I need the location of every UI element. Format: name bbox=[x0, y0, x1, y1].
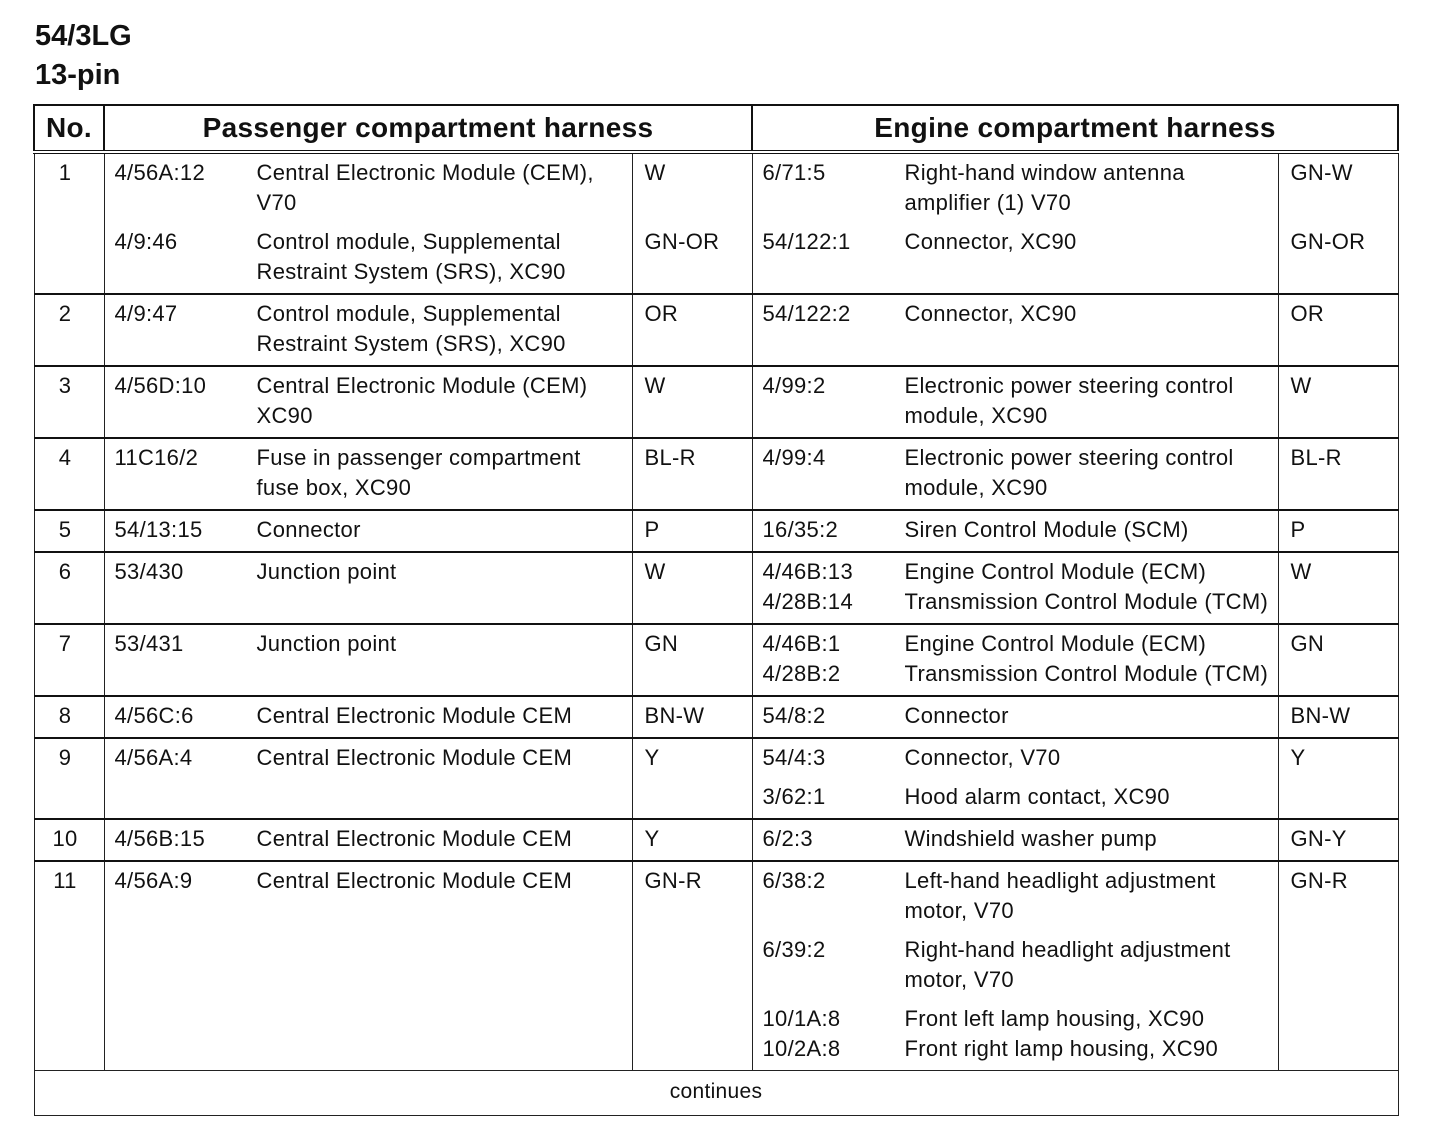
engine-entry bbox=[763, 1034, 1270, 1064]
wire-color-code: BN-W bbox=[1290, 703, 1351, 728]
engine-wire-color bbox=[1278, 861, 1398, 1071]
passenger-wire-color bbox=[632, 294, 752, 366]
component-code: 54/122:1 bbox=[762, 229, 851, 254]
table-row bbox=[34, 696, 1398, 738]
component-code: 53/431 bbox=[114, 631, 184, 656]
component-description: Right-hand headlight adjustment motor, V70 bbox=[904, 937, 1231, 992]
component-description: Front right lamp housing, XC90 bbox=[904, 1036, 1219, 1061]
component-code: 4/56A:4 bbox=[114, 745, 193, 770]
engine-entries bbox=[752, 438, 1278, 510]
engine-entries bbox=[752, 738, 1278, 819]
wire-color-code: Y bbox=[644, 745, 660, 770]
component-code: 4/28B:14 bbox=[762, 589, 853, 614]
engine-entries bbox=[752, 552, 1278, 624]
engine-entry bbox=[763, 587, 1270, 617]
component-code: 4/56D:10 bbox=[114, 373, 207, 398]
component-description: Junction point bbox=[256, 631, 397, 656]
passenger-entries bbox=[104, 738, 632, 819]
component-description: Transmission Control Module (TCM) bbox=[904, 589, 1269, 614]
engine-entry bbox=[763, 743, 1270, 773]
table-row bbox=[34, 738, 1398, 819]
passenger-entries bbox=[104, 819, 632, 861]
passenger-entry bbox=[115, 743, 624, 773]
wire-color-code: GN-Y bbox=[1290, 826, 1347, 851]
passenger-entries bbox=[104, 438, 632, 510]
component-code: 6/2:3 bbox=[762, 826, 813, 851]
table-row bbox=[34, 624, 1398, 696]
engine-entry bbox=[763, 629, 1270, 659]
wire-color-code: GN-R bbox=[1290, 868, 1348, 893]
component-description: Hood alarm contact, XC90 bbox=[904, 784, 1170, 809]
passenger-wire-color bbox=[632, 624, 752, 696]
pin-number: 9 bbox=[34, 738, 104, 819]
pin-number: 8 bbox=[34, 696, 104, 738]
component-code: 4/56B:15 bbox=[114, 826, 205, 851]
pinout-table bbox=[33, 104, 1399, 1116]
table-row bbox=[34, 861, 1398, 1071]
passenger-entry bbox=[115, 299, 624, 359]
component-code: 4/99:2 bbox=[762, 373, 826, 398]
engine-wire-color bbox=[1278, 696, 1398, 738]
wire-color-code: P bbox=[644, 517, 660, 542]
component-code: 4/56A:9 bbox=[114, 868, 193, 893]
wire-color-code: BL-R bbox=[644, 445, 696, 470]
passenger-entry bbox=[115, 443, 624, 503]
component-code: 4/46B:13 bbox=[762, 559, 853, 584]
component-code: 53/430 bbox=[114, 559, 184, 584]
component-description: Electronic power steering control module, XC90 bbox=[904, 445, 1234, 500]
passenger-entry bbox=[115, 227, 624, 287]
engine-wire-color bbox=[1278, 510, 1398, 552]
component-description: Central Electronic Module CEM bbox=[256, 826, 573, 851]
engine-entries bbox=[752, 819, 1278, 861]
component-description: Fuse in passenger compartment fuse box, XC90 bbox=[256, 445, 581, 500]
component-description: Connector, V70 bbox=[904, 745, 1061, 770]
component-description: Transmission Control Module (TCM) bbox=[904, 661, 1269, 686]
wire-color-code: GN bbox=[644, 631, 679, 656]
wire-color-code: P bbox=[1290, 517, 1306, 542]
table-row bbox=[34, 552, 1398, 624]
pin-number: 11 bbox=[34, 861, 104, 1071]
engine-wire-color bbox=[1278, 738, 1398, 819]
engine-entry bbox=[763, 515, 1270, 545]
passenger-entries bbox=[104, 294, 632, 366]
component-code: 6/38:2 bbox=[762, 868, 826, 893]
engine-entry bbox=[763, 1004, 1270, 1034]
wire-color-code: BN-W bbox=[644, 703, 705, 728]
engine-entries bbox=[752, 294, 1278, 366]
component-description: Engine Control Module (ECM) bbox=[904, 559, 1207, 584]
passenger-wire-color bbox=[632, 366, 752, 438]
passenger-wire-color bbox=[632, 552, 752, 624]
pin-number: 1 bbox=[34, 152, 104, 294]
engine-wire-color bbox=[1278, 366, 1398, 438]
component-code: 54/13:15 bbox=[114, 517, 203, 542]
wire-color-code: OR bbox=[644, 301, 679, 326]
component-description: Siren Control Module (SCM) bbox=[904, 517, 1189, 542]
engine-entries bbox=[752, 696, 1278, 738]
component-description: Central Electronic Module CEM bbox=[256, 868, 573, 893]
table-row bbox=[34, 294, 1398, 366]
col-header-no: No. bbox=[34, 105, 104, 152]
wire-color-code: GN-R bbox=[644, 868, 702, 893]
component-description: Central Electronic Module CEM bbox=[256, 745, 573, 770]
component-description: Junction point bbox=[256, 559, 397, 584]
passenger-entries bbox=[104, 861, 632, 1071]
passenger-wire-color bbox=[632, 696, 752, 738]
wire-color-code: Y bbox=[644, 826, 660, 851]
component-description: Central Electronic Module (CEM), V70 bbox=[256, 160, 594, 215]
component-description: Connector bbox=[256, 517, 361, 542]
passenger-wire-color bbox=[632, 861, 752, 1071]
engine-wire-color bbox=[1278, 552, 1398, 624]
component-code: 54/122:2 bbox=[762, 301, 851, 326]
engine-entry bbox=[763, 866, 1270, 926]
table-row bbox=[34, 152, 1398, 294]
engine-entry bbox=[763, 659, 1270, 689]
engine-entries bbox=[752, 861, 1278, 1071]
pin-number: 4 bbox=[34, 438, 104, 510]
engine-entry bbox=[763, 935, 1270, 995]
passenger-entry bbox=[115, 158, 624, 218]
col-header-engine: Engine compartment harness bbox=[752, 105, 1398, 152]
engine-wire-color bbox=[1278, 438, 1398, 510]
wire-color-code: W bbox=[644, 559, 666, 584]
passenger-entry bbox=[115, 701, 624, 731]
table-header-row bbox=[34, 105, 1398, 152]
wire-color-code: GN-OR bbox=[644, 229, 720, 254]
passenger-entry bbox=[115, 629, 624, 659]
engine-entry bbox=[763, 158, 1270, 218]
passenger-entries bbox=[104, 552, 632, 624]
engine-entry bbox=[763, 227, 1270, 257]
component-code: 10/2A:8 bbox=[762, 1036, 841, 1061]
passenger-entry bbox=[115, 515, 624, 545]
engine-entry bbox=[763, 443, 1270, 503]
engine-wire-color bbox=[1278, 819, 1398, 861]
passenger-entry bbox=[115, 824, 624, 854]
wire-color-code: BL-R bbox=[1290, 445, 1342, 470]
pin-number: 2 bbox=[34, 294, 104, 366]
pin-number: 5 bbox=[34, 510, 104, 552]
component-description: Control module, Supplemental Restraint System (SRS), XC90 bbox=[256, 229, 566, 284]
wire-color-code: OR bbox=[1290, 301, 1325, 326]
passenger-wire-color bbox=[632, 438, 752, 510]
component-code: 4/28B:2 bbox=[762, 661, 841, 686]
component-description: Connector, XC90 bbox=[904, 301, 1077, 326]
engine-entry bbox=[763, 557, 1270, 587]
component-code: 11C16/2 bbox=[114, 445, 199, 470]
component-code: 4/46B:1 bbox=[762, 631, 841, 656]
component-code: 4/99:4 bbox=[762, 445, 826, 470]
engine-entries bbox=[752, 510, 1278, 552]
wire-color-code: W bbox=[1290, 373, 1312, 398]
component-description: Control module, Supplemental Restraint System (SRS), XC90 bbox=[256, 301, 566, 356]
passenger-entries bbox=[104, 366, 632, 438]
passenger-entries bbox=[104, 696, 632, 738]
passenger-entries bbox=[104, 510, 632, 552]
passenger-entries bbox=[104, 152, 632, 294]
component-description: Engine Control Module (ECM) bbox=[904, 631, 1207, 656]
passenger-entry bbox=[115, 557, 624, 587]
table-row bbox=[34, 510, 1398, 552]
engine-wire-color bbox=[1278, 294, 1398, 366]
component-code: 6/71:5 bbox=[762, 160, 826, 185]
component-code: 54/8:2 bbox=[762, 703, 826, 728]
wire-color-code: W bbox=[1290, 559, 1312, 584]
component-code: 4/9:47 bbox=[114, 301, 178, 326]
pin-count: 13-pin bbox=[35, 59, 121, 91]
passenger-wire-color bbox=[632, 738, 752, 819]
table-row bbox=[34, 819, 1398, 861]
component-description: Connector bbox=[904, 703, 1009, 728]
component-code: 4/56A:12 bbox=[114, 160, 205, 185]
component-description: Electronic power steering control module, XC90 bbox=[904, 373, 1234, 428]
component-code: 54/4:3 bbox=[762, 745, 826, 770]
component-code: 6/39:2 bbox=[762, 937, 826, 962]
component-description: Windshield washer pump bbox=[904, 826, 1157, 851]
component-code: 4/9:46 bbox=[114, 229, 178, 254]
engine-entry bbox=[763, 371, 1270, 431]
engine-entry bbox=[763, 701, 1270, 731]
passenger-wire-color bbox=[632, 819, 752, 861]
table-row bbox=[34, 366, 1398, 438]
engine-entry bbox=[763, 824, 1270, 854]
table-body bbox=[34, 152, 1398, 1071]
component-description: Connector, XC90 bbox=[904, 229, 1077, 254]
engine-entries bbox=[752, 624, 1278, 696]
wire-color-code: W bbox=[644, 373, 666, 398]
component-code: 16/35:2 bbox=[762, 517, 839, 542]
component-description: Central Electronic Module (CEM) XC90 bbox=[256, 373, 588, 428]
engine-wire-color bbox=[1278, 152, 1398, 294]
pin-number: 6 bbox=[34, 552, 104, 624]
wire-color-code: GN bbox=[1290, 631, 1325, 656]
wire-color-code: GN-W bbox=[1290, 160, 1353, 185]
continues-note: continues bbox=[34, 1071, 1398, 1116]
pin-number: 3 bbox=[34, 366, 104, 438]
wire-color-code: Y bbox=[1290, 745, 1306, 770]
col-header-passenger: Passenger compartment harness bbox=[104, 105, 752, 152]
table-row bbox=[34, 438, 1398, 510]
passenger-wire-color bbox=[632, 510, 752, 552]
component-code: 4/56C:6 bbox=[114, 703, 194, 728]
pin-number: 7 bbox=[34, 624, 104, 696]
engine-entry bbox=[763, 299, 1270, 329]
pin-number: 10 bbox=[34, 819, 104, 861]
engine-entries bbox=[752, 366, 1278, 438]
component-code: 3/62:1 bbox=[762, 784, 826, 809]
engine-entries bbox=[752, 152, 1278, 294]
wire-color-code: GN-OR bbox=[1290, 229, 1366, 254]
footer-row bbox=[34, 1071, 1398, 1116]
wire-color-code: W bbox=[644, 160, 666, 185]
passenger-wire-color bbox=[632, 152, 752, 294]
passenger-entries bbox=[104, 624, 632, 696]
passenger-entry bbox=[115, 371, 624, 431]
passenger-entry bbox=[115, 866, 624, 896]
engine-entry bbox=[763, 782, 1270, 812]
connector-title: 54/3LG bbox=[35, 20, 132, 52]
component-description: Left-hand headlight adjustment motor, V70 bbox=[904, 868, 1216, 923]
engine-wire-color bbox=[1278, 624, 1398, 696]
component-description: Central Electronic Module CEM bbox=[256, 703, 573, 728]
component-description: Right-hand window antenna amplifier (1) V70 bbox=[904, 160, 1185, 215]
component-code: 10/1A:8 bbox=[762, 1006, 841, 1031]
component-description: Front left lamp housing, XC90 bbox=[904, 1006, 1205, 1031]
